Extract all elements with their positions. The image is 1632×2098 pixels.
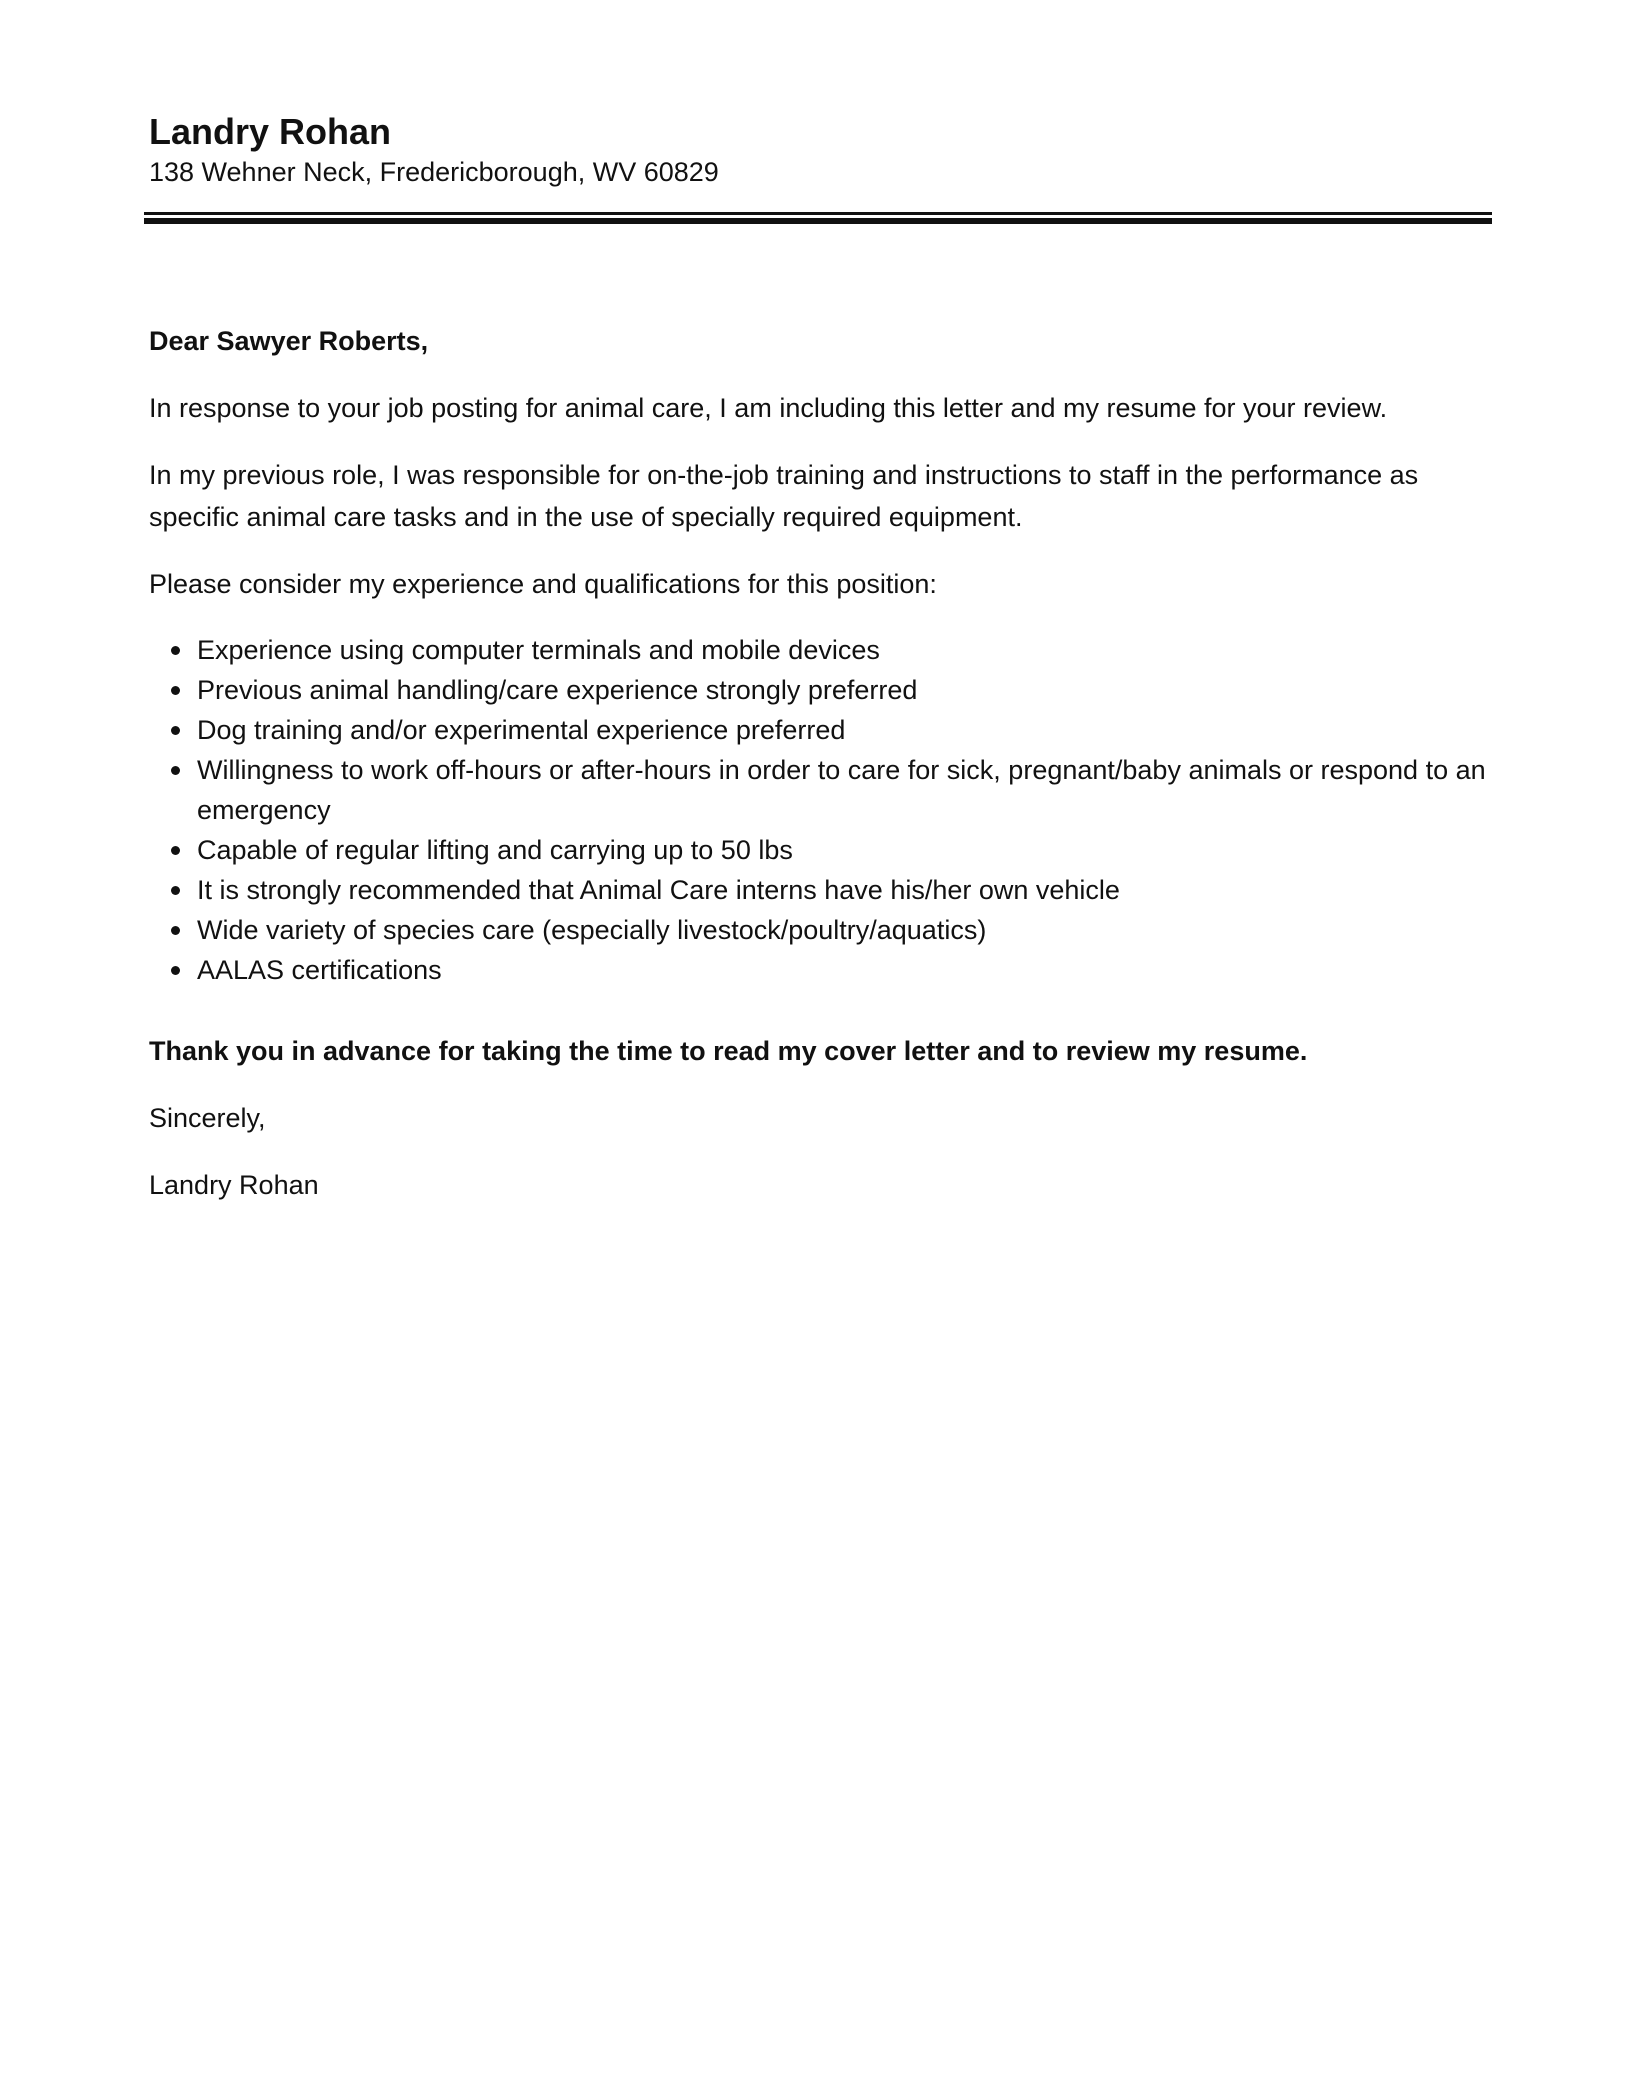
list-item	[197, 750, 1489, 830]
paragraph-intro: In response to your job posting for animal care, I am including this letter and my resume for your review.	[149, 393, 1388, 423]
bullet-icon	[171, 686, 180, 695]
list-item-text: Experience using computer terminals and mobile devices	[197, 635, 880, 665]
bullet-icon	[171, 926, 180, 935]
list-item	[197, 870, 1489, 910]
header-divider	[144, 212, 1492, 224]
list-item	[197, 950, 1489, 990]
list-item-text: Capable of regular lifting and carrying up to 50 lbs	[197, 835, 793, 865]
paragraph-experience: In my previous role, I was responsible for on-the-job training and instructions to staff in the performance as specific animal care tasks and in the use of specially required equipment.	[149, 460, 1419, 532]
bullet-icon	[171, 766, 180, 775]
list-item	[197, 630, 1489, 670]
divider-thick-line	[144, 218, 1492, 224]
list-item	[197, 910, 1489, 950]
letter-body	[149, 320, 1489, 1231]
list-item	[197, 830, 1489, 870]
bullet-icon	[171, 966, 180, 975]
list-item-text: Previous animal handling/care experience strongly preferred	[197, 675, 918, 705]
list-item-text: AALAS certifications	[197, 955, 442, 985]
letter-header	[149, 110, 1489, 190]
bullet-icon	[171, 646, 180, 655]
sender-name: Landry Rohan	[149, 111, 392, 152]
thank-you-note: Thank you in advance for taking the time to read my cover letter and to review my resume.	[149, 1036, 1308, 1066]
list-item	[197, 670, 1489, 710]
list-item	[197, 710, 1489, 750]
list-item-text: It is strongly recommended that Animal Care interns have his/her own vehicle	[197, 875, 1120, 905]
list-item-text: Wide variety of species care (especially livestock/poultry/aquatics)	[197, 915, 987, 945]
list-item-text: Willingness to work off-hours or after-hours in order to care for sick, pregnant/baby animals or respond to an emergency	[197, 755, 1486, 825]
salutation: Dear Sawyer Roberts,	[149, 326, 429, 356]
qualifications-list	[149, 630, 1489, 990]
list-item-text: Dog training and/or experimental experience preferred	[197, 715, 846, 745]
closing: Sincerely,	[149, 1103, 266, 1133]
signature: Landry Rohan	[149, 1170, 319, 1200]
paragraph-qualifications-lead: Please consider my experience and qualifications for this position:	[149, 569, 937, 599]
bullet-icon	[171, 886, 180, 895]
bullet-icon	[171, 726, 180, 735]
bullet-icon	[171, 846, 180, 855]
sender-address: 138 Wehner Neck, Fredericborough, WV 60829	[149, 157, 719, 187]
